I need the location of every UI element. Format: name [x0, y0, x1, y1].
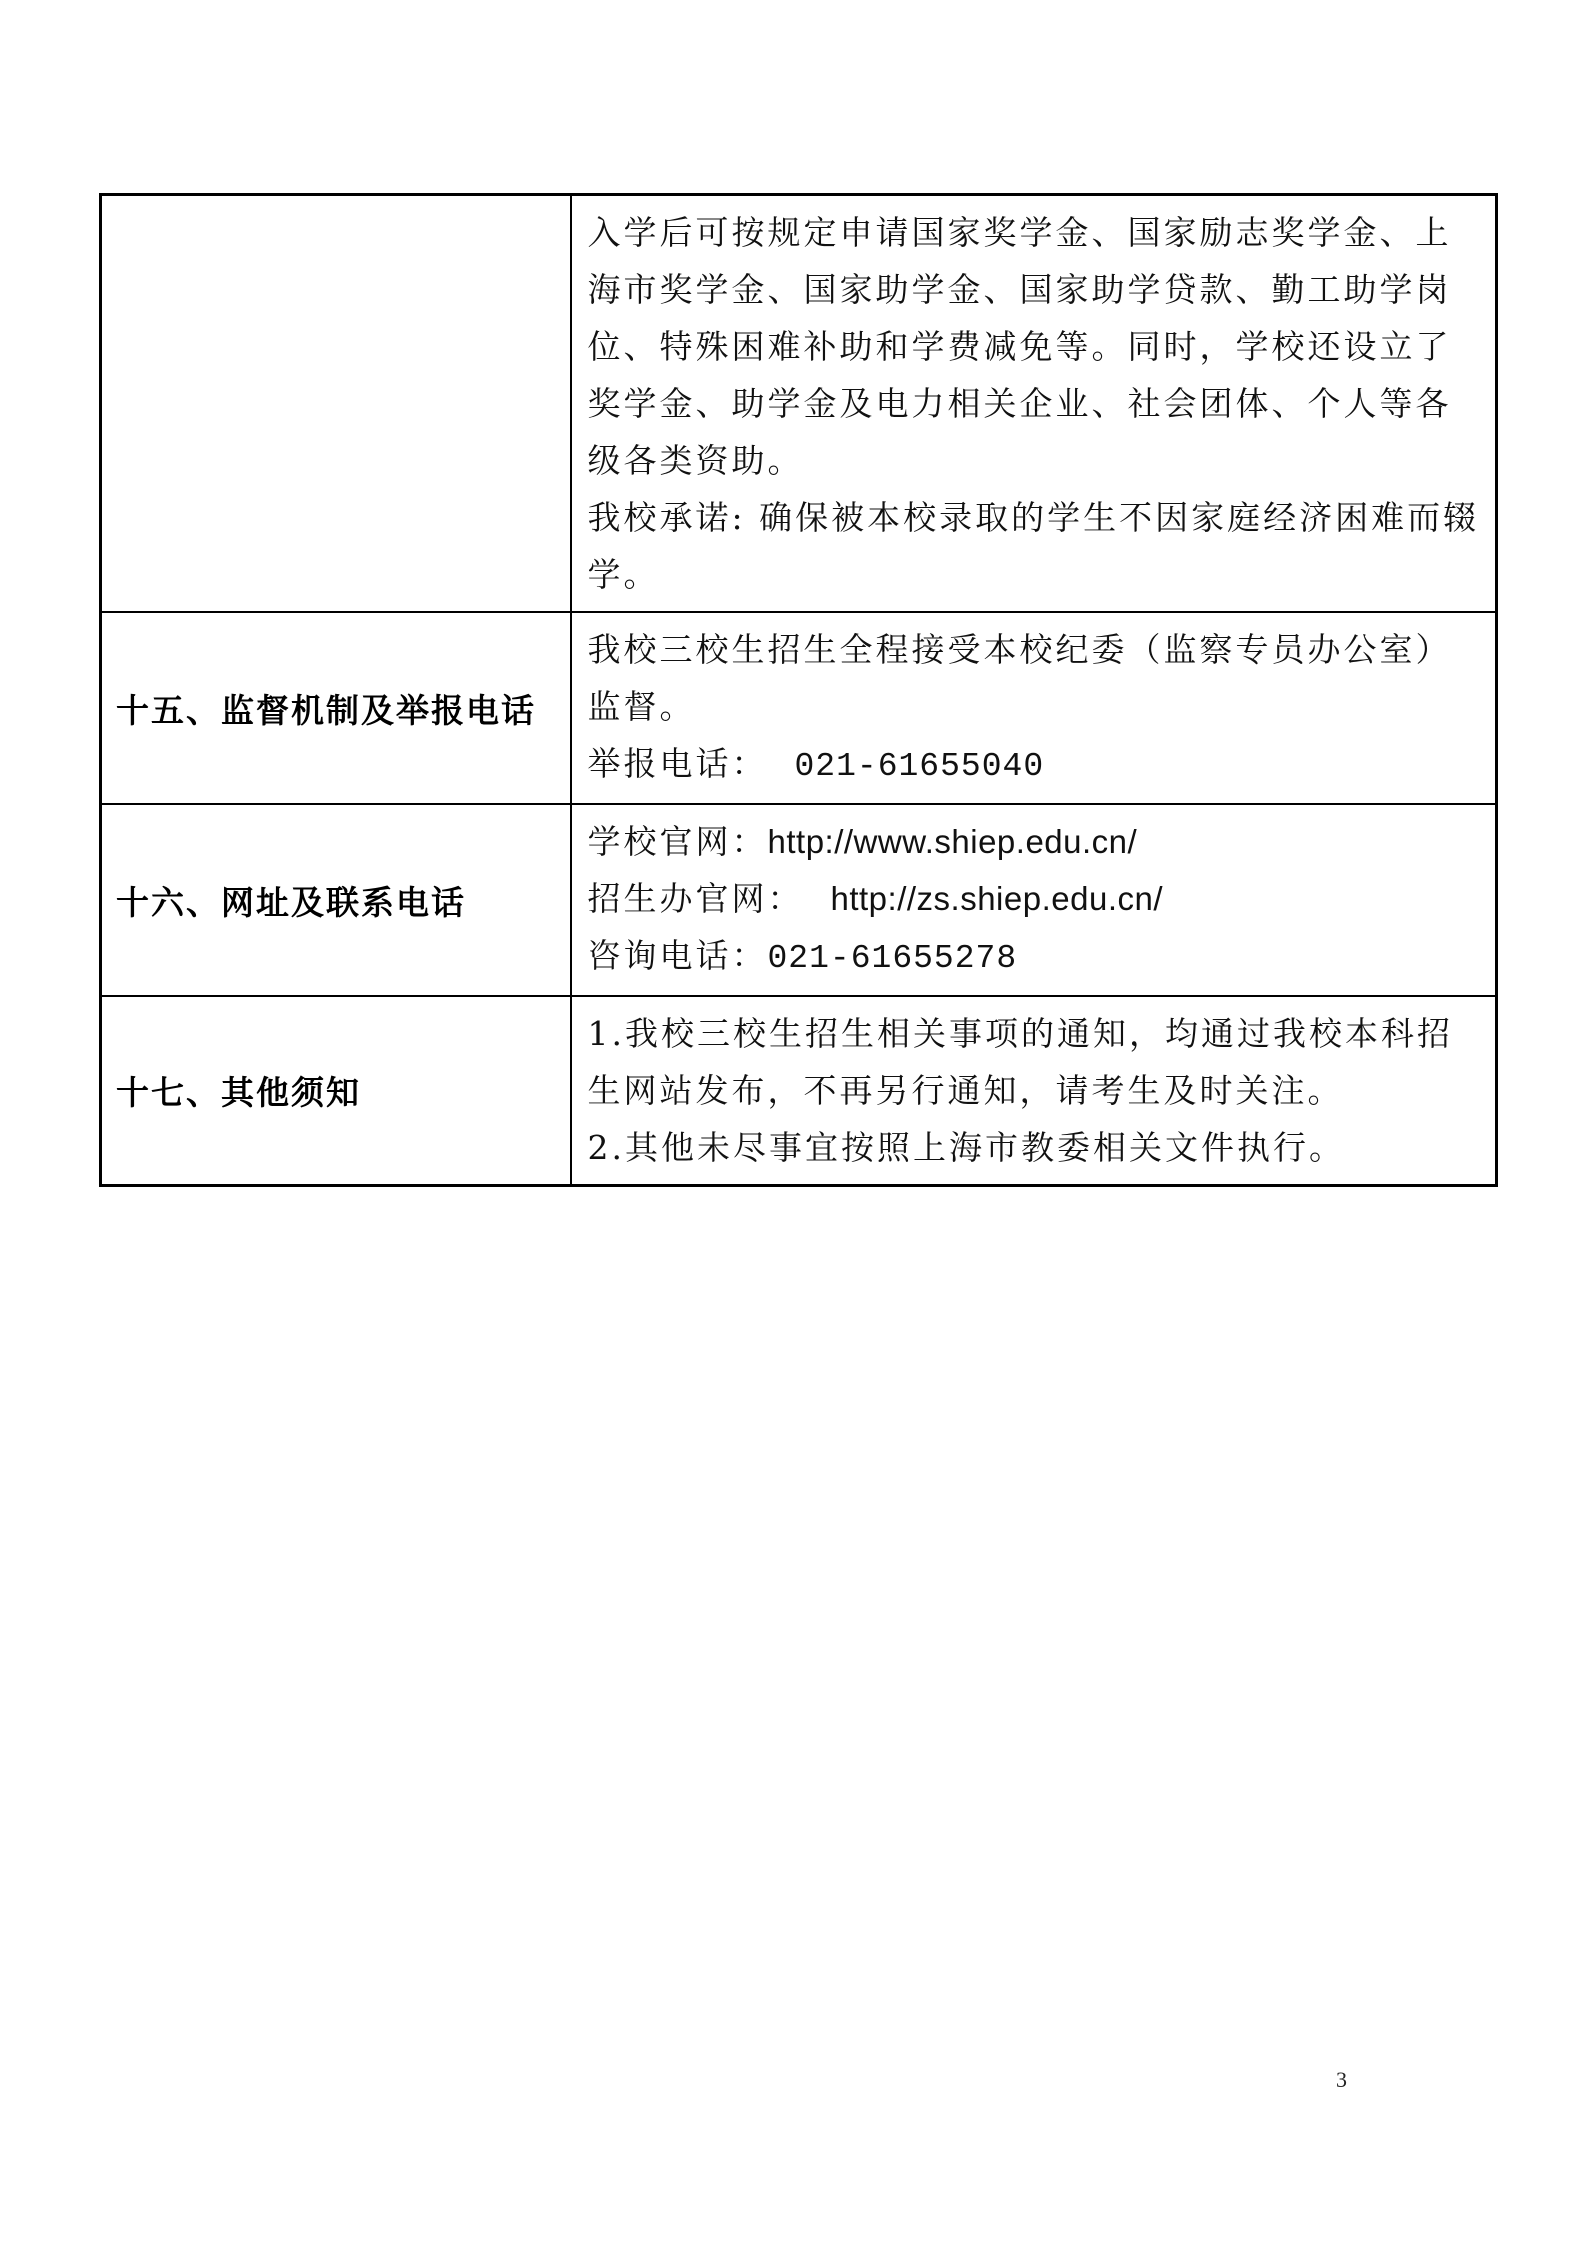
supervision-text: 我校三校生招生全程接受本校纪委（监察专员办公室）监督。	[587, 630, 1452, 726]
row-label-supervision: 十五、监督机制及举报电话	[101, 612, 571, 804]
report-phone-number: 021-61655040	[794, 748, 1045, 785]
financial-aid-text: 入学后可按规定申请国家奖学金、国家励志奖学金、上海市奖学金、国家助学金、国家助学贷款、勤工助学岗位、特殊困难补助和学费减免等。同时，学校还设立了奖学金、助学金及电力相关企业、社会团体、个人等各级各类资助。	[587, 213, 1452, 480]
report-phone-label: 举报电话：	[587, 744, 768, 783]
school-website-label: 学校官网：	[587, 822, 768, 861]
admissions-website-label: 招生办官网：	[587, 879, 804, 918]
report-phone-line	[588, 735, 1482, 795]
row-label-financial-aid	[101, 195, 571, 613]
row-content-financial-aid	[571, 195, 1497, 613]
admissions-website-line	[588, 870, 1482, 927]
row-label-contact: 十六、网址及联系电话	[101, 804, 571, 996]
financial-aid-promise: 我校承诺: 确保被本校录取的学生不因家庭经济困难而辍学。	[587, 498, 1480, 594]
admissions-website-link[interactable]: http://zs.shiep.edu.cn/	[830, 880, 1164, 917]
consult-phone-line	[588, 927, 1482, 987]
other-note-1: 1.我校三校生招生相关事项的通知，均通过我校本科招生网站发布，不再另行通知，请考生及时关注。	[587, 1014, 1453, 1110]
table-row-other-notes	[101, 996, 1497, 1186]
school-website-line	[588, 813, 1482, 870]
table-row-financial-aid	[101, 195, 1497, 613]
row-content-other-notes	[571, 996, 1497, 1186]
consult-phone-label: 咨询电话：	[587, 936, 768, 975]
row-label-other-notes: 十七、其他须知	[101, 996, 571, 1186]
table-row-supervision	[101, 612, 1497, 804]
page-number: 3	[1336, 2067, 1347, 2092]
consult-phone-number: 021-61655278	[767, 940, 1018, 977]
row-content-supervision	[571, 612, 1497, 804]
other-note-2: 2.其他未尽事宜按照上海市教委相关文件执行。	[587, 1128, 1345, 1167]
table-row-contact	[101, 804, 1497, 996]
row-content-contact	[571, 804, 1497, 996]
school-website-link[interactable]: http://www.shiep.edu.cn/	[767, 823, 1138, 860]
info-table	[99, 193, 1498, 1187]
